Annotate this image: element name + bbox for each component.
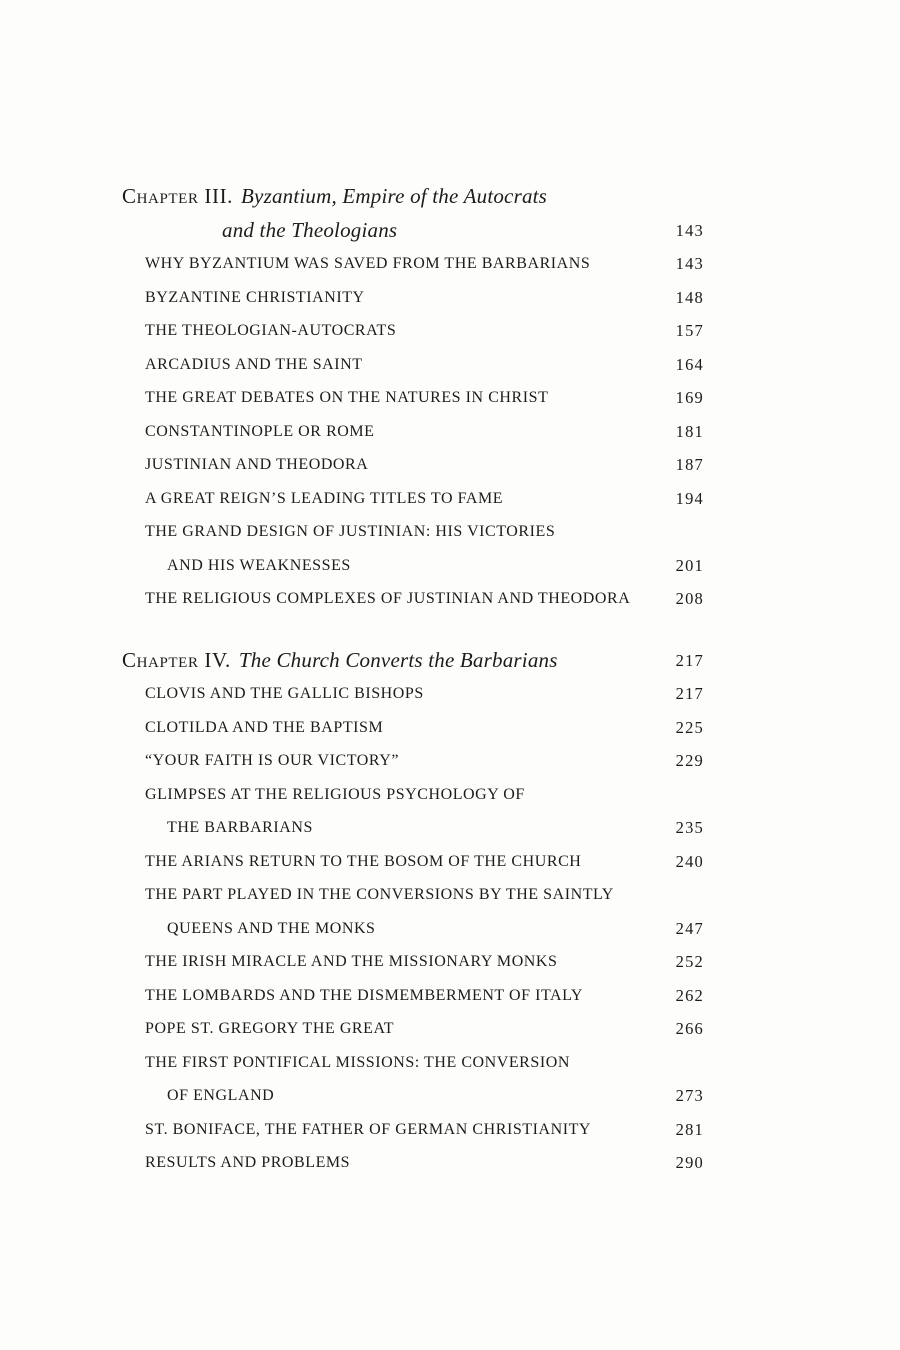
entry-page-number: 252 [675,952,704,971]
entry-text: THE IRISH MIRACLE AND THE MISSIONARY MONKS [145,953,558,970]
chapter-heading-lines [122,644,558,678]
entry-page-number: 225 [675,717,704,737]
toc-entry [122,744,704,778]
toc-entry [122,381,704,415]
toc-entry [122,945,704,979]
entry-page-number: 273 [675,1086,704,1105]
toc-entry [122,1046,704,1113]
entry-text: THE FIRST PONTIFICAL MISSIONS: THE CONVERSION [145,1053,570,1071]
entry-page-number: 143 [675,254,704,273]
entry-page-number: 240 [675,851,704,871]
entry-page-number: 201 [675,555,704,575]
entry-page-number: 164 [675,354,704,374]
toc-entry [122,711,704,745]
chapter-label: Chapter IV. [122,647,231,672]
chapter-heading-line1 [122,644,558,678]
toc-entry [122,281,704,315]
entry-page-number: 148 [675,287,704,307]
entry-text: THE THEOLOGIAN-AUTOCRATS [145,322,397,339]
entry-page-number: 266 [675,1019,704,1038]
chapter-heading [122,180,704,247]
toc-entry [122,247,704,281]
toc-entry [122,878,704,945]
entry-page-number: 247 [675,918,704,938]
entry-text: THE ARIANS RETURN TO THE BOSOM OF THE CHURCH [145,852,582,870]
chapter-title: Byzantium, Empire of the Autocrats [241,184,548,208]
toc-entry [122,1012,704,1046]
chapter-title-continuation: and the Theologians [222,217,398,242]
entry-text: POPE ST. GREGORY THE GREAT [145,1020,395,1037]
entry-text-continuation: OF ENGLAND [167,1087,275,1104]
entry-text: ARCADIUS AND THE SAINT [145,355,363,373]
entry-page-number: 290 [675,1153,704,1172]
toc-entry [122,582,704,616]
entry-page-number: 157 [675,321,704,340]
toc-entry [122,1113,704,1147]
entry-text: GLIMPSES AT THE RELIGIOUS PSYCHOLOGY OF [145,785,525,803]
toc-entry [122,979,704,1013]
entry-page-number: 262 [675,985,704,1005]
toc-entry [122,482,704,516]
chapter-heading-line2 [122,214,547,248]
entry-text: WHY BYZANTIUM WAS SAVED FROM THE BARBARIANS [145,255,591,272]
entry-page-number: 229 [675,751,704,770]
entry-page-number: 194 [675,488,704,508]
chapter-title: The Church Converts the Barbarians [238,647,558,672]
entry-text: CONSTANTINOPLE OR ROME [145,422,375,440]
entry-text: A GREAT REIGN’S LEADING TITLES TO FAME [145,489,504,507]
entry-text-continuation: AND HIS WEAKNESSES [167,556,351,574]
entry-text: JUSTINIAN AND THEODORA [145,456,369,473]
entry-text: THE GREAT DEBATES ON THE NATURES IN CHRIST [145,389,549,406]
entry-text: THE RELIGIOUS COMPLEXES OF JUSTINIAN AND THEODORA [145,590,631,607]
entry-page-number: 235 [675,818,704,837]
entry-text: ST. BONIFACE, THE FATHER OF GERMAN CHRISTIANITY [145,1120,592,1138]
entry-page-number: 169 [675,388,704,407]
chapter-section-iii [122,180,704,616]
chapter-section-iv [122,644,704,1180]
chapter-heading-line1 [122,180,547,214]
toc-entry [122,515,704,582]
entry-page-number: 217 [675,684,704,703]
toc-entry [122,845,704,879]
entry-text: “YOUR FAITH IS OUR VICTORY” [145,752,399,769]
entry-text-continuation: THE BARBARIANS [167,819,313,836]
chapter-page-number: 217 [675,650,704,670]
chapter-page-number: 143 [675,220,704,240]
entry-page-number: 281 [675,1119,704,1139]
toc-entry [122,448,704,482]
entry-page-number: 187 [675,455,704,474]
entry-text: THE GRAND DESIGN OF JUSTINIAN: HIS VICTORIES [145,523,556,540]
entry-page-number: 181 [675,421,704,441]
chapter-heading [122,644,704,678]
toc-entry [122,1146,704,1180]
toc-entry [122,677,704,711]
entry-text: CLOTILDA AND THE BAPTISM [145,718,384,736]
toc-entry [122,415,704,449]
toc-entry [122,314,704,348]
entry-text: THE LOMBARDS AND THE DISMEMBERMENT OF ITALY [145,986,583,1004]
entry-text: THE PART PLAYED IN THE CONVERSIONS BY THE SAINTLY [145,886,614,903]
toc-entry [122,778,704,845]
entry-text: CLOVIS AND THE GALLIC BISHOPS [145,685,424,702]
chapter-label: Chapter III. [122,184,234,208]
toc-entry [122,348,704,382]
table-of-contents [122,180,704,1180]
entry-text-continuation: QUEENS AND THE MONKS [167,919,376,937]
entry-text: BYZANTINE CHRISTIANITY [145,288,365,306]
entry-text: RESULTS AND PROBLEMS [145,1154,351,1171]
entry-page-number: 208 [675,589,704,608]
chapter-heading-lines [122,180,547,247]
